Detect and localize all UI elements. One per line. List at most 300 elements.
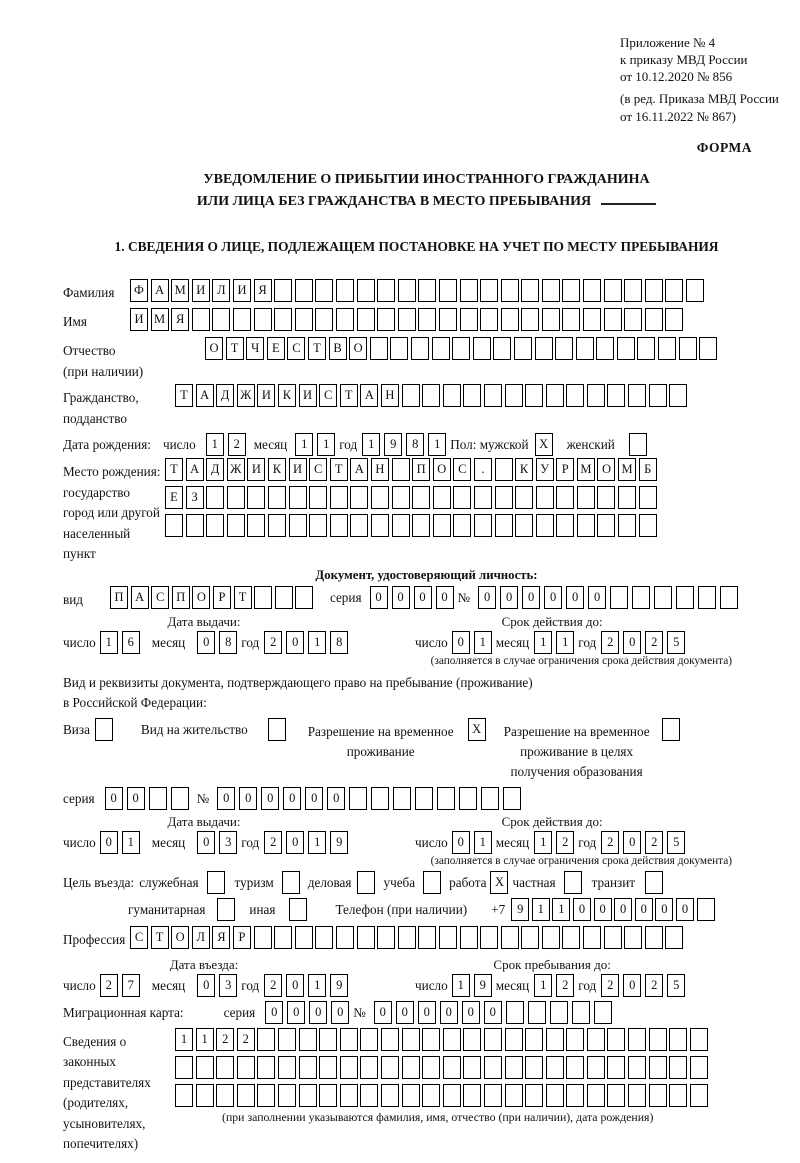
char-cell[interactable]: 2	[645, 831, 663, 854]
char-cell[interactable]	[604, 308, 622, 331]
char-cell[interactable]	[350, 514, 368, 537]
char-cell[interactable]	[452, 337, 470, 360]
char-cell[interactable]	[505, 1084, 523, 1107]
char-cell[interactable]: Ж	[227, 458, 245, 481]
char-cell[interactable]	[319, 1056, 337, 1079]
char-cell[interactable]: 0	[623, 631, 641, 654]
char-cell[interactable]	[624, 279, 642, 302]
char-cell[interactable]	[679, 337, 697, 360]
char-cell[interactable]	[665, 926, 683, 949]
char-cell[interactable]	[381, 1084, 399, 1107]
char-cell[interactable]: И	[192, 279, 210, 302]
char-cell[interactable]: 3	[219, 974, 237, 997]
char-cell[interactable]	[628, 1056, 646, 1079]
char-cell[interactable]: 0	[127, 787, 145, 810]
char-cell[interactable]	[315, 308, 333, 331]
char-cell[interactable]	[299, 1056, 317, 1079]
char-cell[interactable]	[459, 787, 477, 810]
char-cell[interactable]	[247, 514, 265, 537]
char-cell[interactable]	[618, 486, 636, 509]
char-cell[interactable]	[618, 514, 636, 537]
char-cell[interactable]: С	[287, 337, 305, 360]
char-cell[interactable]: 0	[392, 586, 410, 609]
char-cell[interactable]	[315, 279, 333, 302]
char-cell[interactable]: 1	[534, 831, 552, 854]
char-cell[interactable]	[583, 926, 601, 949]
char-cell[interactable]	[433, 514, 451, 537]
char-cell[interactable]: 9	[384, 433, 402, 456]
purpose-business-checkbox[interactable]	[357, 871, 375, 894]
char-cell[interactable]	[289, 514, 307, 537]
char-cell[interactable]	[360, 1028, 378, 1051]
char-cell[interactable]	[583, 308, 601, 331]
char-cell[interactable]	[443, 1056, 461, 1079]
char-cell[interactable]: 8	[406, 433, 424, 456]
char-cell[interactable]	[274, 926, 292, 949]
char-cell[interactable]	[669, 1056, 687, 1079]
char-cell[interactable]: Б	[639, 458, 657, 481]
char-cell[interactable]	[340, 1056, 358, 1079]
char-cell[interactable]	[556, 486, 574, 509]
char-cell[interactable]	[274, 308, 292, 331]
char-cell[interactable]: П	[172, 586, 190, 609]
char-cell[interactable]	[165, 514, 183, 537]
char-cell[interactable]	[576, 337, 594, 360]
char-cell[interactable]: 1	[552, 898, 570, 921]
char-cell[interactable]	[506, 1001, 524, 1024]
char-cell[interactable]	[665, 308, 683, 331]
char-cell[interactable]: 1	[474, 831, 492, 854]
char-cell[interactable]	[503, 787, 521, 810]
char-cell[interactable]	[546, 1084, 564, 1107]
char-cell[interactable]	[309, 486, 327, 509]
char-cell[interactable]: 1	[308, 974, 326, 997]
char-cell[interactable]	[594, 1001, 612, 1024]
char-cell[interactable]: А	[196, 384, 214, 407]
char-cell[interactable]	[443, 1084, 461, 1107]
char-cell[interactable]	[699, 337, 717, 360]
char-cell[interactable]	[597, 486, 615, 509]
char-cell[interactable]: 2	[601, 974, 619, 997]
char-cell[interactable]	[336, 308, 354, 331]
char-cell[interactable]	[596, 337, 614, 360]
char-cell[interactable]	[604, 926, 622, 949]
purpose-transit-checkbox[interactable]	[645, 871, 663, 894]
char-cell[interactable]: 2	[645, 631, 663, 654]
char-cell[interactable]	[247, 486, 265, 509]
char-cell[interactable]	[371, 486, 389, 509]
char-cell[interactable]: 0	[197, 974, 215, 997]
char-cell[interactable]	[330, 486, 348, 509]
char-cell[interactable]	[639, 514, 657, 537]
char-cell[interactable]: 0	[594, 898, 612, 921]
char-cell[interactable]	[649, 1084, 667, 1107]
char-cell[interactable]: 2	[100, 974, 118, 997]
char-cell[interactable]: 2	[237, 1028, 255, 1051]
char-cell[interactable]	[505, 384, 523, 407]
char-cell[interactable]: 2	[264, 974, 282, 997]
char-cell[interactable]: Е	[267, 337, 285, 360]
char-cell[interactable]: 0	[286, 631, 304, 654]
char-cell[interactable]: Ж	[237, 384, 255, 407]
char-cell[interactable]	[577, 514, 595, 537]
char-cell[interactable]	[315, 926, 333, 949]
char-cell[interactable]: О	[205, 337, 223, 360]
char-cell[interactable]	[649, 384, 667, 407]
char-cell[interactable]: М	[171, 279, 189, 302]
char-cell[interactable]	[542, 308, 560, 331]
char-cell[interactable]	[624, 926, 642, 949]
char-cell[interactable]: 9	[474, 974, 492, 997]
char-cell[interactable]	[587, 1084, 605, 1107]
char-cell[interactable]	[535, 337, 553, 360]
char-cell[interactable]	[340, 1084, 358, 1107]
char-cell[interactable]	[443, 1028, 461, 1051]
char-cell[interactable]	[645, 279, 663, 302]
char-cell[interactable]	[460, 279, 478, 302]
char-cell[interactable]: 2	[216, 1028, 234, 1051]
gender-female-checkbox[interactable]	[629, 433, 647, 456]
char-cell[interactable]: 1	[556, 631, 574, 654]
char-cell[interactable]	[432, 337, 450, 360]
char-cell[interactable]	[171, 787, 189, 810]
char-cell[interactable]	[257, 1028, 275, 1051]
char-cell[interactable]	[632, 586, 650, 609]
char-cell[interactable]	[377, 308, 395, 331]
char-cell[interactable]	[484, 1028, 502, 1051]
char-cell[interactable]	[669, 1084, 687, 1107]
char-cell[interactable]: А	[360, 384, 378, 407]
char-cell[interactable]: 1	[100, 631, 118, 654]
char-cell[interactable]: И	[130, 308, 148, 331]
char-cell[interactable]	[521, 926, 539, 949]
char-cell[interactable]: 1	[122, 831, 140, 854]
char-cell[interactable]: 0	[197, 631, 215, 654]
char-cell[interactable]: Т	[175, 384, 193, 407]
char-cell[interactable]: 1	[534, 631, 552, 654]
char-cell[interactable]	[690, 1056, 708, 1079]
char-cell[interactable]	[583, 279, 601, 302]
char-cell[interactable]	[546, 1028, 564, 1051]
char-cell[interactable]: 0	[614, 898, 632, 921]
char-cell[interactable]: А	[350, 458, 368, 481]
char-cell[interactable]: 0	[440, 1001, 458, 1024]
char-cell[interactable]	[501, 308, 519, 331]
char-cell[interactable]: 5	[667, 631, 685, 654]
char-cell[interactable]	[690, 1028, 708, 1051]
char-cell[interactable]	[336, 279, 354, 302]
char-cell[interactable]	[515, 486, 533, 509]
char-cell[interactable]: 1	[534, 974, 552, 997]
purpose-study-checkbox[interactable]	[423, 871, 441, 894]
char-cell[interactable]: А	[151, 279, 169, 302]
char-cell[interactable]	[542, 926, 560, 949]
char-cell[interactable]: 0	[418, 1001, 436, 1024]
char-cell[interactable]: П	[412, 458, 430, 481]
char-cell[interactable]	[572, 1001, 590, 1024]
char-cell[interactable]	[501, 279, 519, 302]
char-cell[interactable]: 0	[676, 898, 694, 921]
char-cell[interactable]	[566, 384, 584, 407]
char-cell[interactable]	[422, 1056, 440, 1079]
char-cell[interactable]	[654, 586, 672, 609]
char-cell[interactable]: 9	[511, 898, 529, 921]
purpose-other-checkbox[interactable]	[289, 898, 307, 921]
char-cell[interactable]	[289, 486, 307, 509]
char-cell[interactable]	[665, 279, 683, 302]
char-cell[interactable]	[268, 514, 286, 537]
purpose-humanitarian-checkbox[interactable]	[217, 898, 235, 921]
char-cell[interactable]: 0	[484, 1001, 502, 1024]
char-cell[interactable]: 9	[330, 974, 348, 997]
char-cell[interactable]	[562, 926, 580, 949]
char-cell[interactable]	[607, 1056, 625, 1079]
char-cell[interactable]	[686, 279, 704, 302]
char-cell[interactable]	[645, 926, 663, 949]
char-cell[interactable]	[295, 926, 313, 949]
char-cell[interactable]	[402, 1028, 420, 1051]
char-cell[interactable]: 0	[462, 1001, 480, 1024]
char-cell[interactable]: 8	[330, 631, 348, 654]
char-cell[interactable]	[418, 308, 436, 331]
char-cell[interactable]	[577, 486, 595, 509]
char-cell[interactable]	[536, 514, 554, 537]
char-cell[interactable]: 0	[396, 1001, 414, 1024]
char-cell[interactable]	[278, 1028, 296, 1051]
char-cell[interactable]	[216, 1056, 234, 1079]
char-cell[interactable]	[495, 486, 513, 509]
char-cell[interactable]: 0	[588, 586, 606, 609]
char-cell[interactable]: Т	[165, 458, 183, 481]
purpose-tourism-checkbox[interactable]	[282, 871, 300, 894]
char-cell[interactable]	[587, 384, 605, 407]
char-cell[interactable]	[402, 384, 420, 407]
char-cell[interactable]: И	[233, 279, 251, 302]
char-cell[interactable]	[254, 308, 272, 331]
char-cell[interactable]	[257, 1056, 275, 1079]
char-cell[interactable]	[415, 787, 433, 810]
char-cell[interactable]: 0	[100, 831, 118, 854]
char-cell[interactable]	[349, 787, 367, 810]
char-cell[interactable]: С	[151, 586, 169, 609]
char-cell[interactable]	[453, 514, 471, 537]
char-cell[interactable]	[720, 586, 738, 609]
char-cell[interactable]	[340, 1028, 358, 1051]
char-cell[interactable]: 1	[317, 433, 335, 456]
char-cell[interactable]	[645, 308, 663, 331]
char-cell[interactable]	[371, 787, 389, 810]
char-cell[interactable]: И	[257, 384, 275, 407]
char-cell[interactable]	[484, 1056, 502, 1079]
char-cell[interactable]	[542, 279, 560, 302]
residence-permit-checkbox[interactable]	[268, 718, 286, 741]
char-cell[interactable]: 0	[286, 974, 304, 997]
temp-residence-checkbox[interactable]: X	[468, 718, 486, 741]
char-cell[interactable]	[257, 1084, 275, 1107]
char-cell[interactable]: Т	[234, 586, 252, 609]
char-cell[interactable]	[299, 1084, 317, 1107]
char-cell[interactable]	[505, 1056, 523, 1079]
char-cell[interactable]	[463, 1084, 481, 1107]
char-cell[interactable]: 0	[623, 831, 641, 854]
char-cell[interactable]: А	[186, 458, 204, 481]
char-cell[interactable]	[521, 308, 539, 331]
char-cell[interactable]: 2	[556, 831, 574, 854]
purpose-private-checkbox[interactable]	[564, 871, 582, 894]
char-cell[interactable]	[398, 279, 416, 302]
char-cell[interactable]: Р	[213, 586, 231, 609]
char-cell[interactable]	[319, 1084, 337, 1107]
char-cell[interactable]	[525, 384, 543, 407]
char-cell[interactable]: 1	[295, 433, 313, 456]
char-cell[interactable]	[525, 1056, 543, 1079]
char-cell[interactable]	[433, 486, 451, 509]
char-cell[interactable]: Р	[556, 458, 574, 481]
char-cell[interactable]: 2	[601, 831, 619, 854]
char-cell[interactable]	[278, 1084, 296, 1107]
char-cell[interactable]: 1	[532, 898, 550, 921]
char-cell[interactable]: М	[151, 308, 169, 331]
char-cell[interactable]	[196, 1084, 214, 1107]
char-cell[interactable]: К	[278, 384, 296, 407]
char-cell[interactable]: К	[268, 458, 286, 481]
char-cell[interactable]	[610, 586, 628, 609]
char-cell[interactable]: И	[289, 458, 307, 481]
char-cell[interactable]: 1	[474, 631, 492, 654]
char-cell[interactable]	[370, 337, 388, 360]
char-cell[interactable]: 2	[556, 974, 574, 997]
char-cell[interactable]	[463, 1028, 481, 1051]
char-cell[interactable]	[473, 337, 491, 360]
char-cell[interactable]	[525, 1084, 543, 1107]
char-cell[interactable]: 1	[308, 831, 326, 854]
char-cell[interactable]	[546, 1056, 564, 1079]
char-cell[interactable]	[268, 486, 286, 509]
char-cell[interactable]	[377, 279, 395, 302]
char-cell[interactable]	[212, 308, 230, 331]
char-cell[interactable]: 0	[261, 787, 279, 810]
char-cell[interactable]: З	[186, 486, 204, 509]
char-cell[interactable]: 2	[228, 433, 246, 456]
char-cell[interactable]: Р	[233, 926, 251, 949]
char-cell[interactable]: 0	[370, 586, 388, 609]
char-cell[interactable]	[439, 926, 457, 949]
char-cell[interactable]: У	[536, 458, 554, 481]
char-cell[interactable]: 1	[308, 631, 326, 654]
char-cell[interactable]: Т	[308, 337, 326, 360]
char-cell[interactable]	[422, 384, 440, 407]
char-cell[interactable]	[398, 308, 416, 331]
char-cell[interactable]: С	[319, 384, 337, 407]
char-cell[interactable]: .	[474, 458, 492, 481]
char-cell[interactable]: 0	[566, 586, 584, 609]
char-cell[interactable]	[501, 926, 519, 949]
char-cell[interactable]	[521, 279, 539, 302]
char-cell[interactable]: 0	[327, 787, 345, 810]
char-cell[interactable]	[196, 1056, 214, 1079]
char-cell[interactable]	[418, 926, 436, 949]
char-cell[interactable]: 0	[105, 787, 123, 810]
char-cell[interactable]: Ч	[246, 337, 264, 360]
char-cell[interactable]: С	[130, 926, 148, 949]
char-cell[interactable]: П	[110, 586, 128, 609]
char-cell[interactable]: 0	[331, 1001, 349, 1024]
char-cell[interactable]	[676, 586, 694, 609]
char-cell[interactable]: 0	[265, 1001, 283, 1024]
char-cell[interactable]: Ф	[130, 279, 148, 302]
char-cell[interactable]	[649, 1028, 667, 1051]
char-cell[interactable]: 0	[374, 1001, 392, 1024]
char-cell[interactable]: 0	[635, 898, 653, 921]
char-cell[interactable]	[422, 1084, 440, 1107]
char-cell[interactable]	[299, 1028, 317, 1051]
char-cell[interactable]	[254, 926, 272, 949]
char-cell[interactable]	[398, 926, 416, 949]
char-cell[interactable]	[237, 1056, 255, 1079]
char-cell[interactable]: 0	[305, 787, 323, 810]
char-cell[interactable]	[669, 1028, 687, 1051]
char-cell[interactable]	[390, 337, 408, 360]
char-cell[interactable]	[562, 279, 580, 302]
purpose-official-checkbox[interactable]	[207, 871, 225, 894]
gender-male-checkbox[interactable]: X	[535, 433, 553, 456]
char-cell[interactable]	[639, 486, 657, 509]
char-cell[interactable]: А	[131, 586, 149, 609]
char-cell[interactable]	[295, 279, 313, 302]
char-cell[interactable]	[597, 514, 615, 537]
char-cell[interactable]: 0	[522, 586, 540, 609]
char-cell[interactable]	[607, 1084, 625, 1107]
char-cell[interactable]: 5	[667, 831, 685, 854]
char-cell[interactable]: О	[192, 586, 210, 609]
char-cell[interactable]: С	[309, 458, 327, 481]
char-cell[interactable]	[227, 514, 245, 537]
char-cell[interactable]: М	[577, 458, 595, 481]
char-cell[interactable]	[357, 279, 375, 302]
char-cell[interactable]	[637, 337, 655, 360]
char-cell[interactable]: О	[433, 458, 451, 481]
char-cell[interactable]	[392, 486, 410, 509]
char-cell[interactable]	[617, 337, 635, 360]
char-cell[interactable]: 0	[283, 787, 301, 810]
char-cell[interactable]	[453, 486, 471, 509]
char-cell[interactable]	[698, 586, 716, 609]
char-cell[interactable]	[319, 1028, 337, 1051]
char-cell[interactable]	[412, 514, 430, 537]
char-cell[interactable]	[274, 279, 292, 302]
char-cell[interactable]: 0	[500, 586, 518, 609]
char-cell[interactable]	[690, 1084, 708, 1107]
char-cell[interactable]: В	[329, 337, 347, 360]
char-cell[interactable]: Л	[212, 279, 230, 302]
char-cell[interactable]: 0	[287, 1001, 305, 1024]
char-cell[interactable]	[525, 1028, 543, 1051]
char-cell[interactable]	[175, 1084, 193, 1107]
char-cell[interactable]	[206, 486, 224, 509]
char-cell[interactable]: 0	[217, 787, 235, 810]
char-cell[interactable]	[295, 308, 313, 331]
char-cell[interactable]: Я	[212, 926, 230, 949]
char-cell[interactable]: Я	[171, 308, 189, 331]
char-cell[interactable]	[697, 898, 715, 921]
char-cell[interactable]	[566, 1056, 584, 1079]
char-cell[interactable]	[566, 1084, 584, 1107]
char-cell[interactable]	[505, 1028, 523, 1051]
char-cell[interactable]: 2	[264, 831, 282, 854]
char-cell[interactable]	[628, 1028, 646, 1051]
char-cell[interactable]: О	[349, 337, 367, 360]
char-cell[interactable]	[350, 486, 368, 509]
